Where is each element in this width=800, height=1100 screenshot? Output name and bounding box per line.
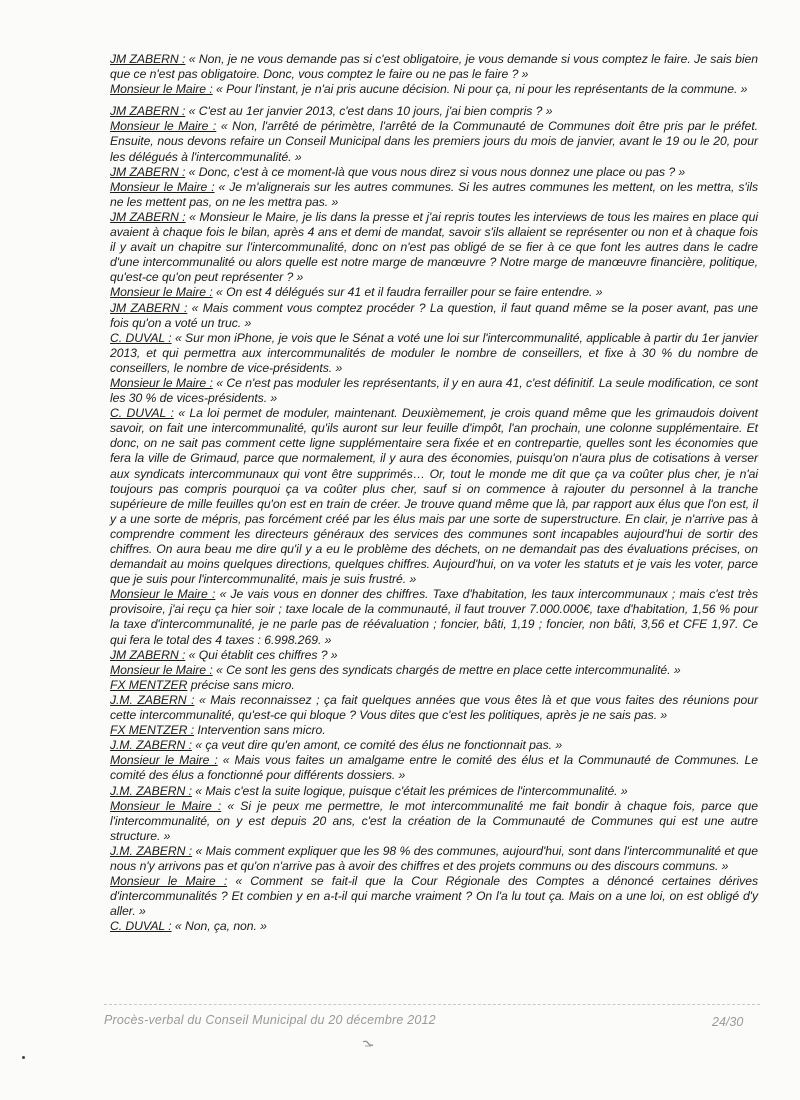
speech-text: « ça veut dire qu'en amont, ce comité des élus ne fonctionnait pas. » [191,738,563,753]
speaker-name: FX MENTZER : [110,723,195,738]
document-body [110,52,758,934]
speaker-name: J.M. ZABERN : [110,843,193,858]
speaker-name: C. DUVAL : [110,330,172,345]
speaker-name: Monsieur le Maire : [110,119,217,134]
entry-9 [110,301,758,331]
speaker-name: C. DUVAL : [110,406,174,421]
speech-text: « Donc, c'est à ce moment-là que vous nous direz si vous nous donnez une place ou pas ? » [185,164,686,179]
speech-text: « Non, ça, non. » [171,919,267,934]
speech-text: « Sur mon iPhone, je vois que le Sénat a voté une loi sur l'intercommunalité, applicable à partir du 1er janvier 2013, et qui permettra aux intercommunalités de moduler le nombre de conseillers, et fixe à 30 % du nombre de conseillers, le nombre de vice-présidents. » [110,330,758,375]
speech-text: Intervention sans micro. [194,723,326,738]
entry-14 [110,648,758,663]
entry-15 [110,663,758,678]
speaker-name: Monsieur le Maire : [110,753,218,768]
entry-20 [110,753,758,783]
speaker-name: J.M. ZABERN : [110,783,192,798]
entry-1 [110,52,758,82]
speaker-name: C. DUVAL : [110,919,172,934]
speaker-name: JM ZABERN : [110,647,186,662]
speech-text: « Non, je ne vous demande pas si c'est obligatoire, je vous demande si vous comptez le faire. Je sais bien que ce n'est pas obligatoire. Donc, vous comptez le faire ou ne pas le faire ? » [110,52,758,82]
entry-11 [110,376,758,406]
speaker-name: JM ZABERN : [110,209,186,224]
speaker-name: JM ZABERN : [110,164,186,179]
speaker-name: J.M. ZABERN : [110,692,195,707]
entry-12 [110,406,758,587]
page-number: 24/30 [712,1015,744,1029]
entry-23 [110,844,758,874]
entry-18 [110,723,758,738]
entry-19 [110,738,758,753]
speech-text: précise sans micro. [187,677,295,692]
scan-mark-icon [362,1040,374,1048]
entry-5 [110,165,758,180]
entry-16 [110,678,758,693]
entry-17 [110,693,758,723]
spacer [110,97,758,104]
footer-title: Procès-verbal du Conseil Municipal du 20 décembre 2012 [104,1013,436,1027]
speech-text: « Qui établit ces chiffres ? » [185,647,338,662]
speech-text: « Monsieur le Maire, je lis dans la presse et j'ai repris toutes les interviews de tous les maires en place qui avaient à chaque fois le bilan, après 4 ans et demi de mandat, savoir s'ils allaient se représenter ou non et à chaque fois il y avait un chapitre sur l'intercommunalité, donc on n'est pas obligé de se fier à ce que font les autres dans le cadre d'une intercommunalité ou alors quelle est notre marge de manœuvre ? Notre marge de manœuvre financière, politique, qu'est-ce qu'on peut représenter ? » [110,209,759,285]
speech-text: « Mais comment expliquer que les 98 % des communes, aujourd'hui, sont dans l'intercommunalité et que nous n'y arrivons pas et qu'on n'arrive pas à avoir des chiffres et des projets communs ou des discours communs. » [110,843,758,873]
speaker-name: JM ZABERN : [110,52,186,66]
speaker-name: FX MENTZER [110,677,188,692]
speech-text: « Mais c'est la suite logique, puisque c'était les prémices de l'intercommunalité. » [191,783,628,798]
entry-24 [110,874,758,919]
entry-10 [110,331,758,376]
entry-2 [110,82,758,97]
speech-text: « Mais comment vous comptez procéder ? La question, il faut quand même se la poser avant, pas une fois qu'on a voté un truc. » [110,300,758,330]
speech-text: « Mais reconnaissez ; ça fait quelques années que vous êtes là et que vous faites des réunions pour cette intercommunalité, qu'est-ce qui bloque ? Vous dites que c'est les politiques, après je ne sais pas. » [110,692,758,723]
speech-text: « Comment se fait-il que la Cour Régionale des Comptes a dénoncé certaines dérives d'intercommunalités ? Et combien y en a-t-il qui marche vraiment ? On l'a lu tout ça. Mais on a une loi, on est obligé d'y aller. » [110,874,758,919]
speaker-name: J.M. ZABERN : [110,738,192,753]
speech-text: « Je m'alignerais sur les autres communes. Si les autres communes les mettent, on les mettra, s'ils ne les mettent pas, on ne les mettra pas. » [110,179,758,209]
speech-text: « Pour l'instant, je n'ai pris aucune décision. Ni pour ça, ni pour les représentants de la commune. » [212,82,748,97]
entry-7 [110,210,758,285]
speaker-name: Monsieur le Maire : [110,82,213,97]
speech-text: « On est 4 délégués sur 41 et il faudra ferrailler pour se faire entendre. » [212,285,603,300]
speech-text: « Ce sont les gens des syndicats chargés de mettre en place cette intercommunalité. » [212,662,681,677]
speaker-name: Monsieur le Maire : [110,179,215,194]
speaker-name: Monsieur le Maire : [110,587,216,602]
speech-text: « La loi permet de moduler, maintenant. Deuxièmement, je crois quand même que les grimaudois doivent savoir, on fait une intercommunalité, qu'ils auront sur leur feuille d'impôt, l'an prochain, une colonne supplémentaire. Et donc, on ne sait pas comment cette ligne supplémentaire sera fixée et en contrepartie, quelles sont les économies que fera la ville de Grimaud, parce que normalement, il y aura des économies, puisqu'on n'aura plus de cotisations à verser aux syndicats intercommunaux qui vont être supprimés… Or, tout le monde me dit que ça va coûter plus cher, je n'ai toujours pas compris pourquoi ça va coûter plus cher, sauf si on commence à rajouter du personnel à la tranche supérieure de mille feuilles qu'on est en train de créer. Je trouve quand même que là, par rapport aux élus que l'on est, il y a une sorte de mépris, pas forcément créé par les élus mais par une sorte de superstructure. En clair, je n'arrive pas à comprendre comment les directeurs généraux des services des communes sont incapables aujourd'hui de sortir des chiffres. On aura beau me dire qu'il y a eu le problème des déchets, on ne demandait pas des évaluations précises, on demandait au moins quelques directions, quelques chiffres. Aujourd'hui, on va voter les statuts et je vais les voter, parce que je suis pour l'intercommunalité, mais je suis frustré. » [110,406,758,587]
speech-text: « Mais vous faites un amalgame entre le comité des élus et la Communauté de Communes. Le comité des élus a fonctionné pour différents dossiers. » [110,753,758,783]
entry-8 [110,285,758,300]
footer-divider [104,1004,760,1005]
speaker-name: JM ZABERN : [110,300,188,315]
speaker-name: JM ZABERN : [110,104,186,119]
entry-25 [110,919,758,934]
entry-13 [110,587,758,647]
speech-text: « C'est au 1er janvier 2013, c'est dans 10 jours, j'ai bien compris ? » [185,104,553,119]
speech-text: « Si je peux me permettre, le mot intercommunalité me fait bondir à chaque fois, parce que l'intercommunalité, on y est depuis 20 ans, c'est la création de la Communauté de Communes qui est une autre structure. » [110,798,758,843]
entry-21 [110,784,758,799]
speech-text: « Je vais vous en donner des chiffres. Taxe d'habitation, les taux intercommunaux ; mais c'est très provisoire, j'ai reçu ça hier soir ; taxe locale de la communauté, il faut trouver 7.000.000€, taxe d'habitation, 1,56 % pour la taxe d'intercommunalité, je ne parle pas de réévaluation ; foncier, bâti, 1,19 ; foncier, non bâti, 3,56 et CFE 1,97. Ce qui fera le total des 4 taxes : 6.998.269. » [110,587,758,647]
entry-6 [110,180,758,210]
speech-text: « Ce n'est pas moduler les représentants, il y en aura 41, c'est définitif. La seule modification, ce sont les 30 % de vices-présidents. » [110,375,758,406]
speaker-name: Monsieur le Maire : [110,874,228,889]
scan-dot-icon [22,1056,25,1059]
entry-4 [110,119,758,164]
speaker-name: Monsieur le Maire : [110,662,213,677]
speaker-name: Monsieur le Maire : [110,285,213,300]
entry-22 [110,799,758,844]
speech-text: « Non, l'arrêté de périmètre, l'arrêté de la Communauté de Communes doit être pris par le préfet. Ensuite, nous devons refaire un Conseil Municipal dans les premiers jours du mois de janvier, avant le 19 ou le 20, pour les délégués à l'intercommunalité. » [110,119,758,164]
speaker-name: Monsieur le Maire : [110,375,213,390]
speaker-name: Monsieur le Maire : [110,798,222,813]
entry-3 [110,104,758,119]
